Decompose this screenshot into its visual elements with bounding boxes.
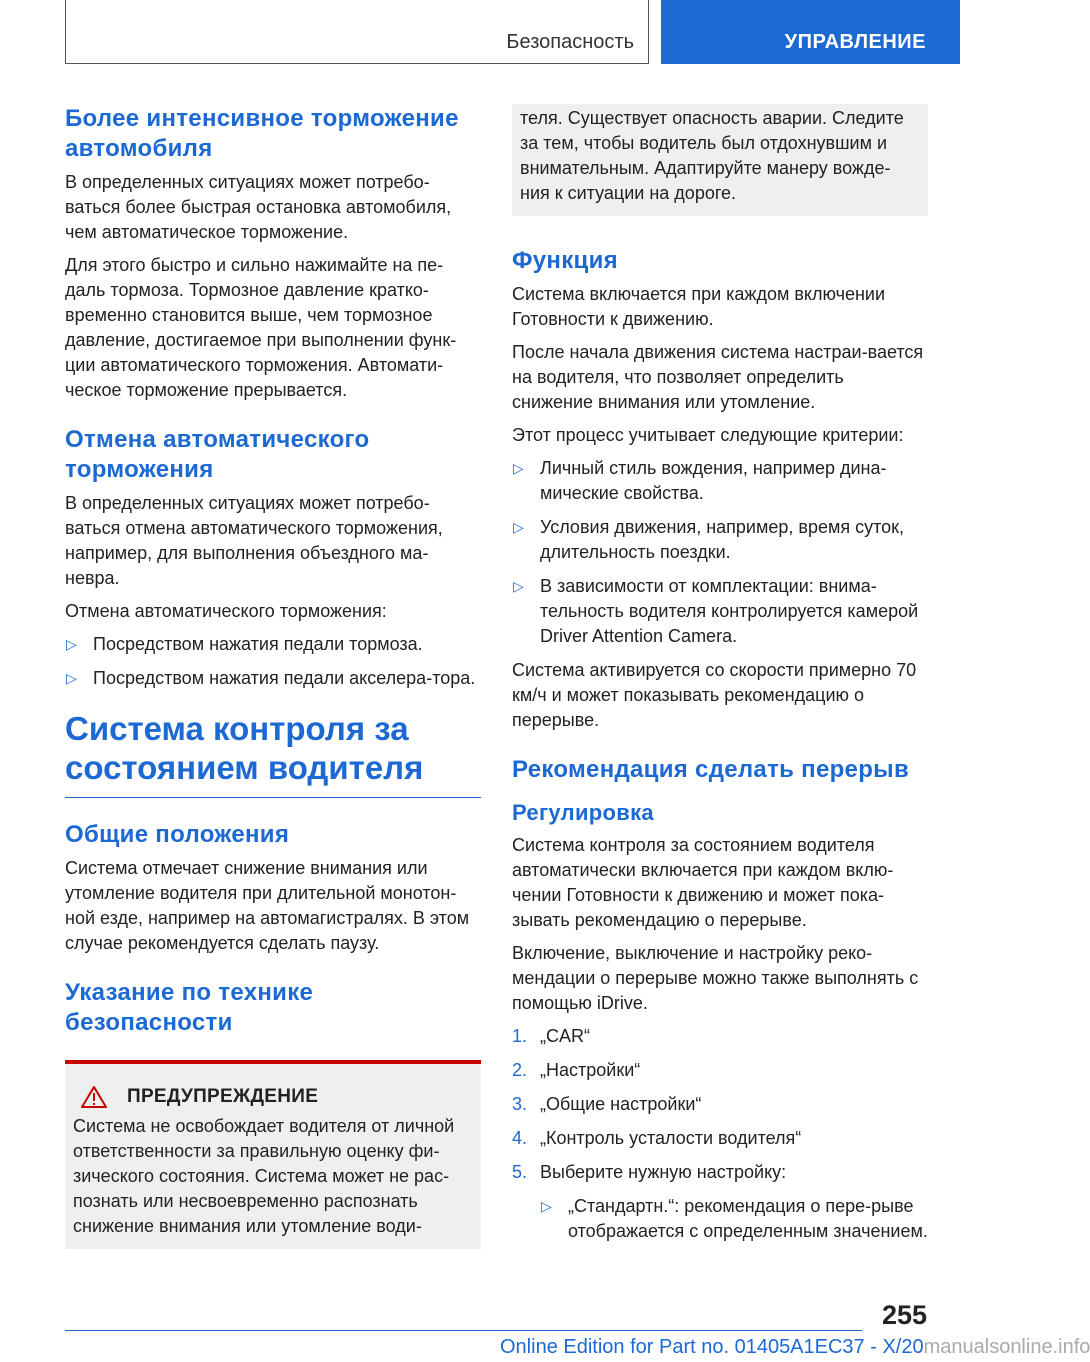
warning-title: ПРЕДУПРЕЖДЕНИЕ — [127, 1086, 319, 1107]
heading-safety: Указание по технике безопасности — [65, 979, 314, 1036]
bullet-triangle-icon: ▷ — [513, 460, 524, 476]
heading-general: Общие положения — [65, 821, 290, 848]
list-item: ▷ Посредством нажатия педали акселера-тора. — [65, 666, 481, 691]
sub-list — [512, 1194, 928, 1244]
paragraph: Система включается при каждом включении Готовности к движению. — [512, 284, 886, 329]
list-item: 2. „Настройки“ — [512, 1060, 641, 1080]
warning-box — [65, 1060, 481, 1249]
header-chapter-tab — [661, 0, 960, 64]
list-item: ▷ В зависимости от комплектации: внима-тельность водителя контролируется камерой Driver Attention Camera. — [513, 576, 919, 646]
paragraph: Для этого быстро и сильно нажимайте на пе-даль тормоза. Тормозное давление кратко-временно становится выше, чем тормозное давление, достигаемое при выполнении функ-ции автоматического торможения. Автомати-ческое торможение прерывается. — [65, 255, 457, 400]
bullet-triangle-icon: ▷ — [513, 519, 524, 535]
paragraph: Система активируется со скорости примерно 70 км/ч и может показывать рекомендацию о перерыве. — [512, 660, 917, 730]
footer-watermark: manualsonline.info — [923, 1336, 1090, 1358]
paragraph: Отмена автоматического торможения: — [65, 601, 387, 621]
paragraph: Этот процесс учитывает следующие критерии: — [512, 425, 904, 445]
cancel-list — [65, 632, 481, 691]
criteria-list — [512, 456, 928, 649]
list-item: ▷ Посредством нажатия педали тормоза. — [65, 632, 481, 657]
right-column — [512, 104, 928, 1253]
list-item: ▷ Условия движения, например, время суток, длительность поездки. — [513, 517, 905, 562]
list-item: 3. „Общие настройки“ — [512, 1094, 702, 1114]
warning-box-continued — [512, 104, 928, 216]
bullet-triangle-icon: ▷ — [66, 670, 77, 686]
heading-braking: Более интенсивное торможение автомобиля — [65, 105, 459, 162]
warning-triangle-icon — [81, 1086, 107, 1108]
header-chapter-label: УПРАВЛЕНИЕ — [784, 31, 926, 53]
list-item: 4. „Контроль усталости водителя“ — [512, 1128, 802, 1148]
section-title: Система контроля за состоянием водителя — [65, 710, 424, 786]
heading-cancel: Отмена автоматического торможения — [65, 426, 370, 483]
warning-text-continued: теля. Существует опасность аварии. Следите за тем, чтобы водитель был отдохнувшим и внимательным. Адаптируйте манеру вожде-ния к ситуации на дороге. — [520, 108, 904, 203]
heading-function: Функция — [512, 247, 618, 274]
header-section-label: Безопасность — [506, 31, 634, 53]
paragraph: В определенных ситуациях может потребо-ваться отмена автоматического торможения, например, для выполнения объездного ма-невра. — [65, 493, 443, 588]
paragraph: Включение, выключение и настройку реко-мендации о перерыве можно также выполнять с помощью iDrive. — [512, 943, 919, 1013]
footer-divider — [65, 1330, 862, 1331]
bullet-triangle-icon: ▷ — [541, 1198, 552, 1214]
list-item: 1. „CAR“ — [512, 1026, 590, 1046]
list-item: ▷ „Стандартн.“: рекомендация о пере-рыве отображается с определенным значением. — [541, 1196, 928, 1241]
header-section-tab — [65, 0, 649, 64]
paragraph: В определенных ситуациях может потребо-ваться более быстрая остановка автомобиля, чем автоматическое торможение. — [65, 172, 452, 242]
list-item: 5. Выберите нужную настройку: ▷ „Стандартн.“: рекомендация о пере-рыве отображается с определенным значением. — [512, 1160, 928, 1244]
bullet-triangle-icon: ▷ — [66, 636, 77, 652]
warning-text: Система не освобождает водителя от личной ответственности за правильную оценку фи-зического состояния. Система может не рас-познать или несвоевременно распознать снижение внимания или утомление води- — [73, 1116, 455, 1236]
page-number: 255 — [881, 1300, 927, 1330]
heading-recommend: Рекомендация сделать перерыв — [512, 756, 910, 783]
left-column — [65, 104, 481, 1249]
warning-header — [73, 1086, 473, 1108]
paragraph: Система отмечает снижение внимания или утомление водителя при длительной монотон-ной езде, например на автомагистралях. В этом случае рекомендуется сделать паузу. — [65, 858, 470, 953]
paragraph: Система контроля за состоянием водителя автоматически включается при каждом вклю-чении Готовности к движению и может пока-зывать рекомендацию о перерыве. — [512, 835, 894, 930]
heading-adjust: Регулировка — [512, 800, 654, 825]
paragraph: После начала движения система настраи-вается на водителя, что позволяет определить снижение внимания или утомление. — [512, 342, 924, 412]
list-item: ▷ Личный стиль вождения, например дина-мические свойства. — [513, 458, 887, 503]
bullet-triangle-icon: ▷ — [513, 578, 524, 594]
steps-list — [512, 1024, 928, 1244]
footer-edition: Online Edition for Part no. 01405A1EC37 - X/20manualsonline.info — [500, 1336, 1090, 1358]
section-title-block — [65, 709, 481, 798]
